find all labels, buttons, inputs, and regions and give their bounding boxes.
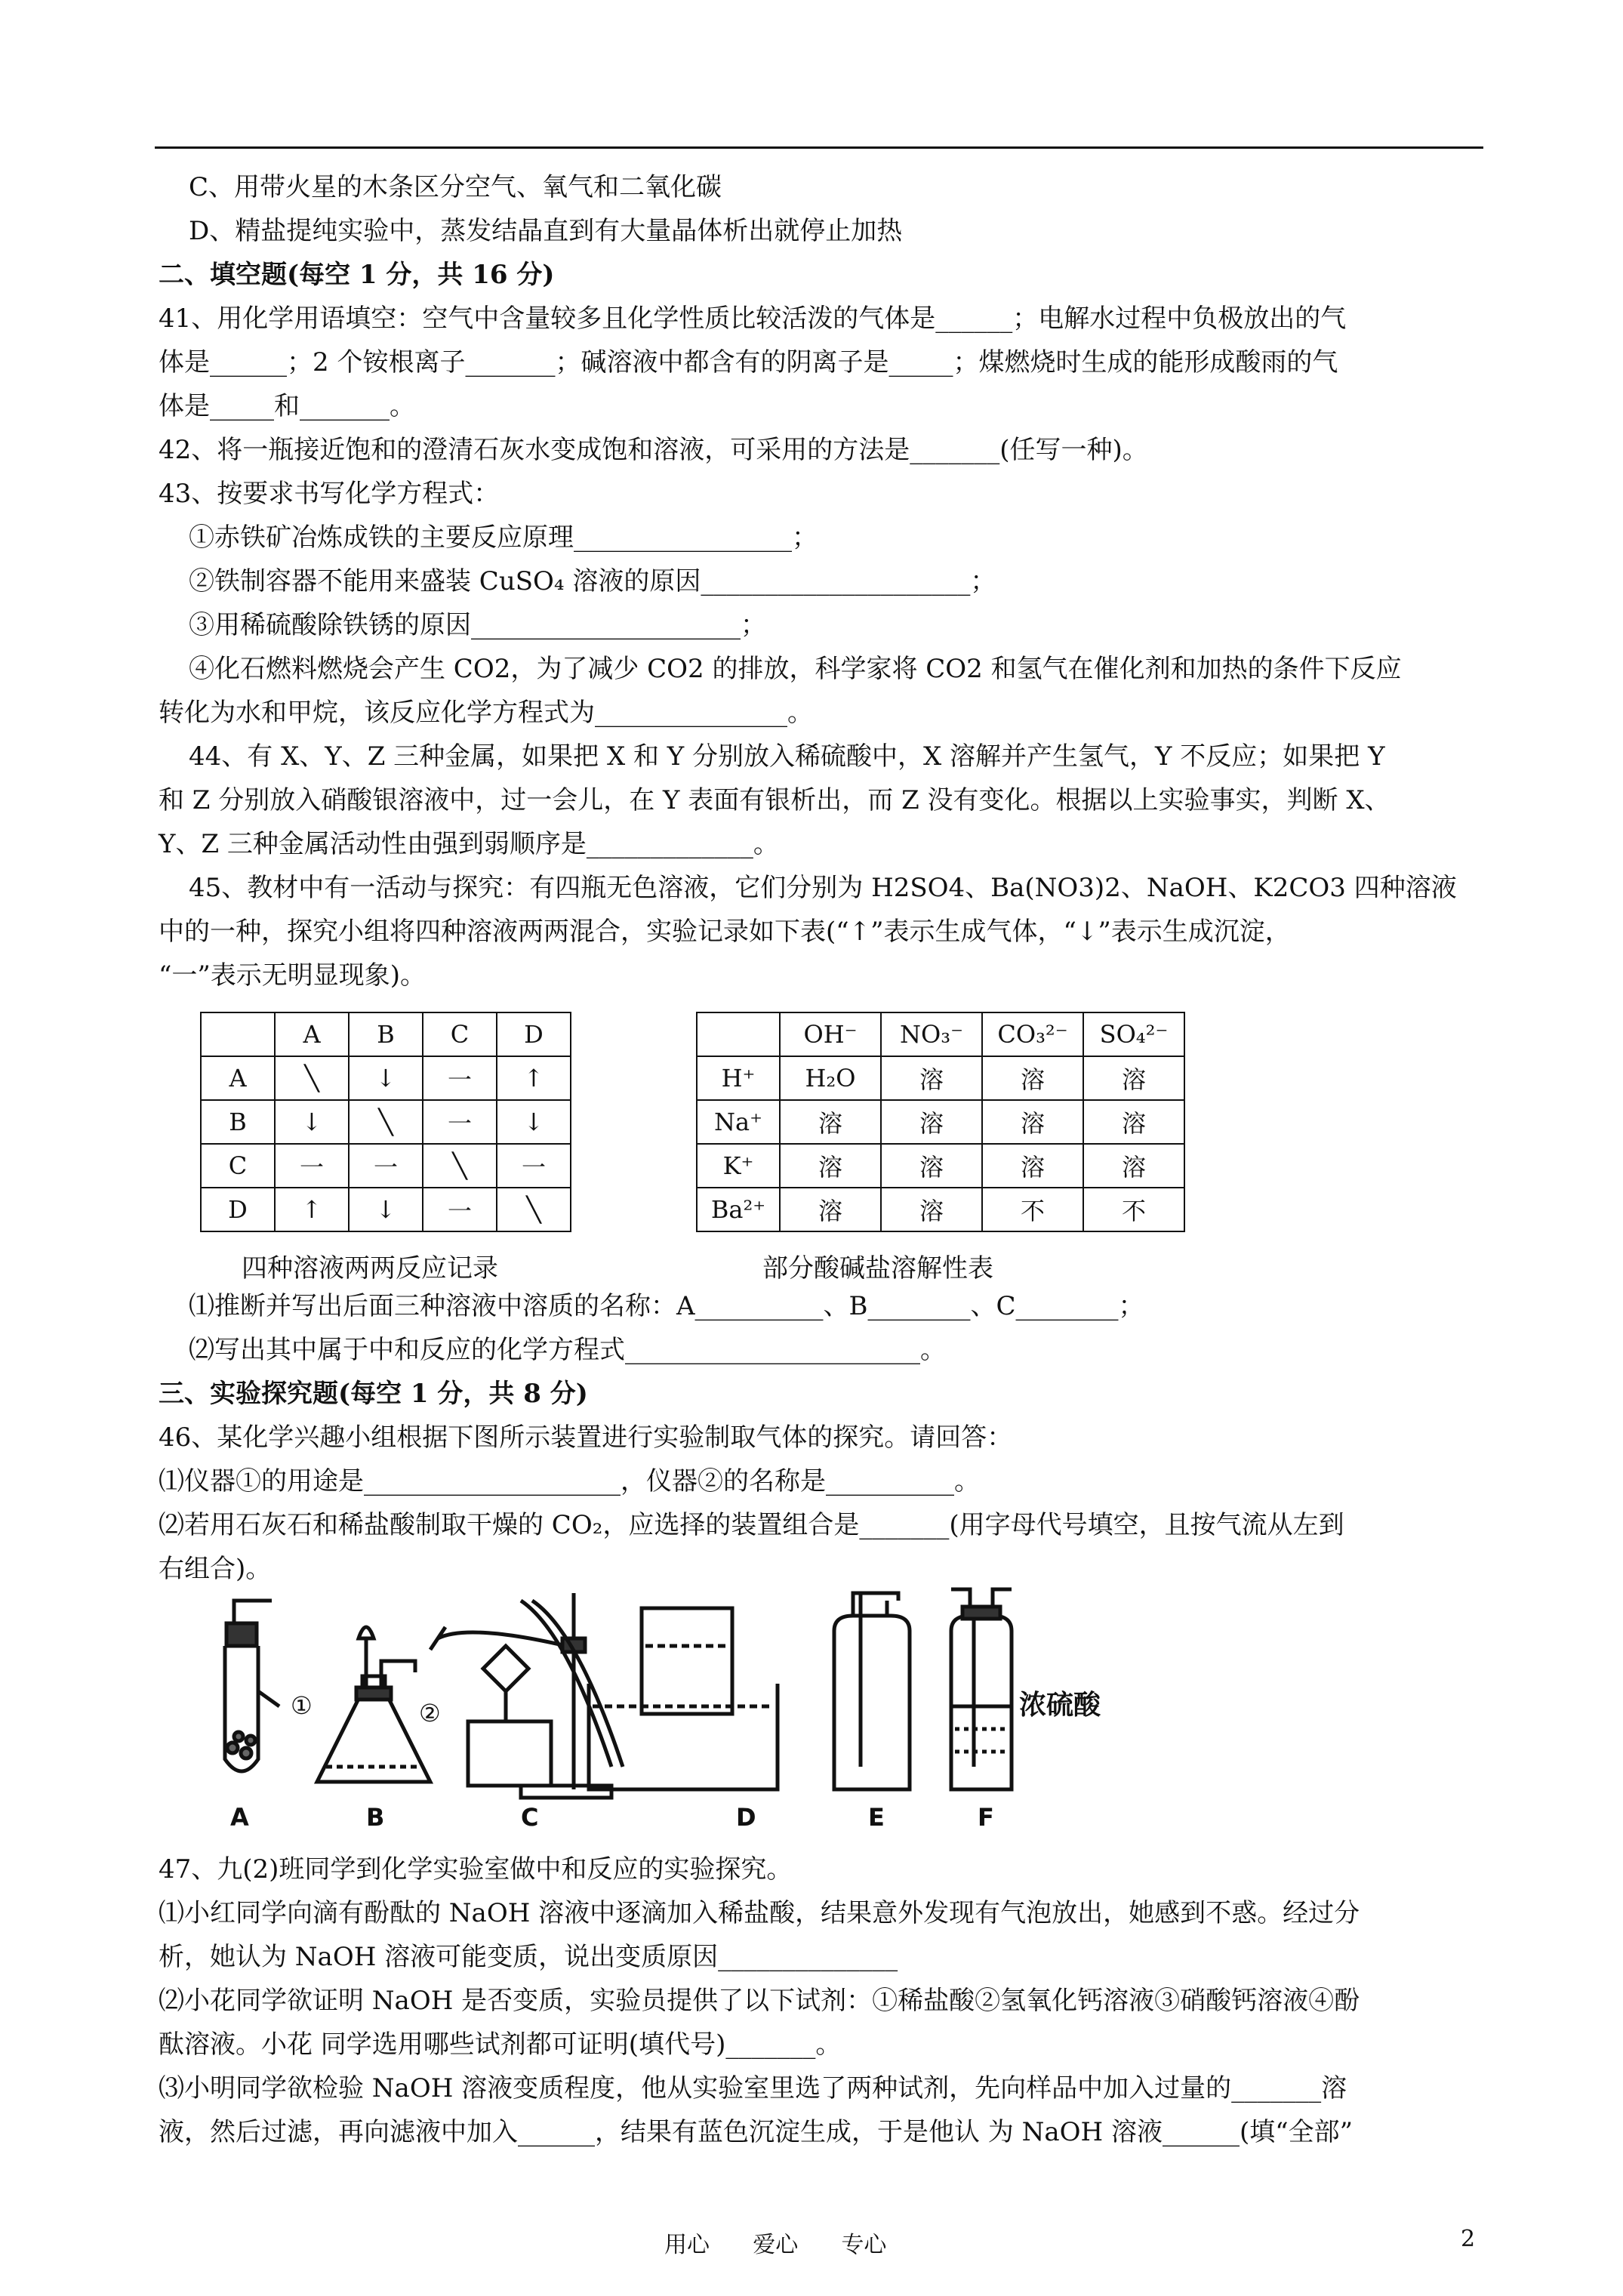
table-row (201, 1188, 571, 1231)
solubility-table (696, 1012, 1185, 1232)
table-row (201, 1056, 571, 1100)
q43-item3: ③用稀硫酸除铁锈的原因_____________________； (189, 610, 766, 640)
table1-caption: 四种溶液两两反应记录 (242, 1253, 498, 1284)
table-cell: ↓ (349, 1188, 423, 1231)
table-row (697, 1056, 1184, 1100)
label-f: F (978, 1803, 994, 1832)
table-cell: Na⁺ (697, 1100, 780, 1144)
table-cell: 不 (1083, 1188, 1184, 1231)
table-cell: 溶 (780, 1100, 881, 1144)
table-cell: 一 (497, 1144, 571, 1188)
table-cell: 溶 (1083, 1100, 1184, 1144)
table-row (697, 1188, 1184, 1231)
table-cell: CO₃²⁻ (982, 1012, 1083, 1056)
table-cell: B (349, 1012, 423, 1056)
table-cell: D (201, 1188, 275, 1231)
table-cell: 一 (423, 1188, 497, 1231)
table-cell: 溶 (881, 1100, 982, 1144)
table-cell: 溶 (982, 1100, 1083, 1144)
table-cell: ╲ (275, 1056, 349, 1100)
table-cell (697, 1012, 780, 1056)
q44-line1: 44、有 X、Y、Z 三种金属，如果把 X 和 Y 分别放入稀硫酸中，X 溶解并产生氢气，Y 不反应；如果把 Y (189, 741, 1385, 772)
table2-caption: 部分酸碱盐溶解性表 (762, 1253, 993, 1284)
table-cell: ↑ (497, 1056, 571, 1100)
q47-sub3-line1: ⑶小明同学欲检验 NaOH 溶液变质程度，他从实验室里选了两种试剂，先向样品中加入过量的_______溶 (159, 2073, 1347, 2103)
q45-line2: 中的一种，探究小组将四种溶液两两混合，实验记录如下表(“↑”表示生成气体，“↓”表示生成沉淀， (159, 917, 1291, 947)
q41-line3: 体是_____和_______。 (159, 391, 415, 421)
table-cell: ╲ (349, 1100, 423, 1144)
table-cell: D (497, 1012, 571, 1056)
table-header-row (697, 1012, 1184, 1056)
q41-line2: 体是______；2 个铵根离子_______；碱溶液中都含有的阴离子是_____；煤燃烧时生成的能形成酸雨的气 (159, 347, 1338, 378)
marker-1: ① (291, 1691, 313, 1720)
label-b: B (366, 1803, 385, 1832)
label-d: D (736, 1803, 756, 1832)
footer-motto: 用心 爱心 专心 (664, 2232, 887, 2258)
table-cell: 一 (423, 1056, 497, 1100)
section-2-title: 二、填空题(每空 1 分，共 16 分) (159, 260, 555, 290)
q44-line2: 和 Z 分别放入硝酸银溶液中，过一会儿，在 Y 表面有银析出，而 Z 没有变化。根据以上实验事实，判断 X、 (159, 785, 1390, 815)
table-cell: 不 (982, 1188, 1083, 1231)
table-cell: A (201, 1056, 275, 1100)
table-cell: 溶 (982, 1056, 1083, 1100)
page-number: 2 (1461, 2226, 1476, 2252)
table-cell: SO₄²⁻ (1083, 1012, 1184, 1056)
table-cell: H₂O (780, 1056, 881, 1100)
reaction-record-table (200, 1012, 571, 1232)
table-cell: Ba²⁺ (697, 1188, 780, 1231)
q43-item4-line2: 转化为水和甲烷，该反应化学方程式为_______________。 (159, 698, 813, 728)
table-cell: A (275, 1012, 349, 1056)
conc-sulfuric-acid-label: 浓硫酸 (1019, 1690, 1101, 1721)
apparatus-a-test-tube (225, 1601, 279, 1771)
table-cell: 溶 (1083, 1056, 1184, 1100)
table-cell: 溶 (881, 1188, 982, 1231)
q46-sub2-line2: 右组合)。 (159, 1554, 272, 1584)
q46-sub2-line1: ⑵若用石灰石和稀盐酸制取干燥的 CO₂，应选择的装置组合是_______(用字母代号填空，且按气流从左到 (159, 1510, 1344, 1540)
apparatus-figure (189, 1586, 1140, 1835)
table-cell: ↑ (275, 1188, 349, 1231)
q47-sub1-line1: ⑴小红同学向滴有酚酞的 NaOH 溶液中逐滴加入稀盐酸，结果意外发现有气泡放出，她感到不惑。经过分 (159, 1898, 1360, 1928)
table-cell (201, 1012, 275, 1056)
q45-sub2: ⑵写出其中属于中和反应的化学方程式_______________________。 (189, 1335, 946, 1365)
q47-title: 47、九(2)班同学到化学实验室做中和反应的实验探究。 (159, 1854, 793, 1885)
table-cell: 一 (275, 1144, 349, 1188)
table-cell: ↓ (275, 1100, 349, 1144)
label-a: A (230, 1803, 249, 1832)
table-cell: 一 (349, 1144, 423, 1188)
q47-sub3-line2: 液，然后过滤，再向滤液中加入______，结果有蓝色沉淀生成，于是他认 为 NaOH 溶液______(填“全部” (159, 2117, 1353, 2147)
table-cell: OH⁻ (780, 1012, 881, 1056)
label-e: E (868, 1803, 885, 1832)
label-c: C (521, 1803, 539, 1832)
apparatus-e-gas-bottle (834, 1593, 910, 1789)
apparatus-d-water-trough (521, 1601, 778, 1789)
q42: 42、将一瓶接近饱和的澄清石灰水变成饱和溶液，可采用的方法是_______(任写一种)。 (159, 435, 1148, 465)
q45-line1: 45、教材中有一活动与探究：有四瓶无色溶液，它们分别为 H2SO4、Ba(NO3)2、NaOH、K2CO3 四种溶液 (189, 873, 1457, 903)
table-cell: 溶 (982, 1144, 1083, 1188)
table-cell: C (201, 1144, 275, 1188)
marker-2: ② (419, 1699, 441, 1727)
table-header-row (201, 1012, 571, 1056)
table-cell: 溶 (881, 1056, 982, 1100)
table-cell: ↓ (497, 1100, 571, 1144)
table-row (697, 1100, 1184, 1144)
q46-sub1: ⑴仪器①的用途是____________________，仪器②的名称是__________。 (159, 1466, 980, 1496)
table-cell: H⁺ (697, 1056, 780, 1100)
option-d: D、精盐提纯实验中，蒸发结晶直到有大量晶体析出就停止加热 (189, 216, 903, 246)
table-cell: B (201, 1100, 275, 1144)
table-cell: 溶 (780, 1144, 881, 1188)
q43-item1: ①赤铁矿冶炼成铁的主要反应原理_________________； (189, 522, 818, 553)
table-row (201, 1100, 571, 1144)
table-cell: ↓ (349, 1056, 423, 1100)
table-cell: 溶 (1083, 1144, 1184, 1188)
table-cell: K⁺ (697, 1144, 780, 1188)
q47-sub2-line1: ⑵小花同学欲证明 NaOH 是否变质，实验员提供了以下试剂：①稀盐酸②氢氧化钙溶液③硝酸钙溶液④酚 (159, 1986, 1360, 2016)
table-cell: C (423, 1012, 497, 1056)
q46-title: 46、某化学兴趣小组根据下图所示装置进行实验制取气体的探究。请回答： (159, 1422, 1013, 1453)
table-cell: 溶 (881, 1144, 982, 1188)
table-row (201, 1144, 571, 1188)
table-cell: 溶 (780, 1188, 881, 1231)
q44-line3: Y、Z 三种金属活动性由强到弱顺序是_____________。 (159, 829, 779, 859)
option-c: C、用带火星的木条区分空气、氧气和二氧化碳 (189, 172, 722, 202)
q43-title: 43、按要求书写化学方程式： (159, 479, 500, 509)
table-cell: 一 (423, 1100, 497, 1144)
q45-line3: “一”表示无明显现象)。 (159, 960, 427, 991)
header-rule (155, 146, 1483, 149)
table-cell: NO₃⁻ (881, 1012, 982, 1056)
section-3-title: 三、实验探究题(每空 1 分，共 8 分) (159, 1379, 588, 1409)
table-row (697, 1144, 1184, 1188)
q47-sub1-line2: 析，她认为 NaOH 溶液可能变质，说出变质原因______________ (159, 1942, 898, 1972)
q43-item2: ②铁制容器不能用来盛装 CuSO₄ 溶液的原因_____________________； (189, 566, 996, 596)
q43-item4-line1: ④化石燃料燃烧会产生 CO2，为了减少 CO2 的排放，科学家将 CO2 和氢气在催化剂和加热的条件下反应 (189, 654, 1402, 684)
table-cell: ╲ (497, 1188, 571, 1231)
table-cell: ╲ (423, 1144, 497, 1188)
q47-sub2-line2: 酞溶液。小花 同学选用哪些试剂都可证明(填代号)_______。 (159, 2029, 842, 2060)
apparatus-f-wash-bottle (951, 1589, 1012, 1789)
apparatus-b-conical-flask (317, 1627, 430, 1782)
q45-sub1: ⑴推断并写出后面三种溶液中溶质的名称：A__________、B________、C________； (189, 1291, 1144, 1321)
q41-line1: 41、用化学用语填空：空气中含量较多且化学性质比较活泼的气体是______；电解水过程中负极放出的气 (159, 304, 1347, 334)
